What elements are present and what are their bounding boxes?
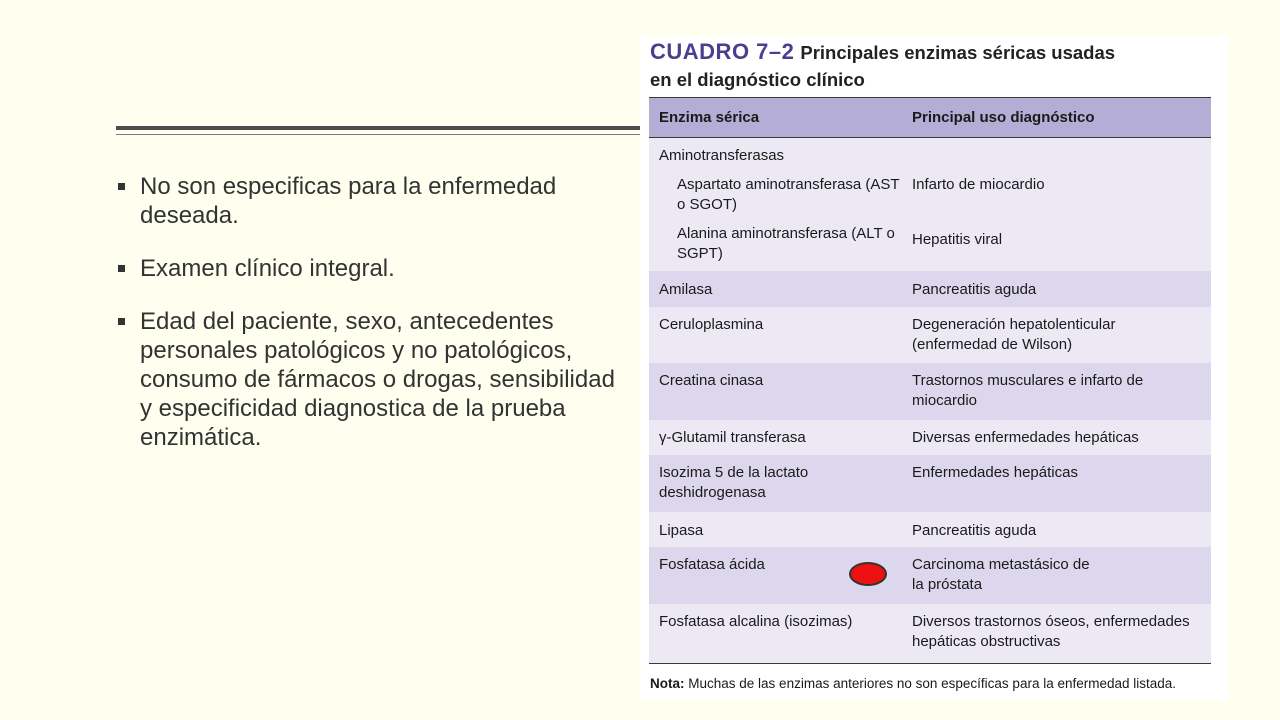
cell-use [911, 138, 1211, 271]
cell-use: Pancreatitis aguda [912, 522, 1037, 539]
table-note [650, 676, 1176, 691]
bullet-item [118, 307, 628, 452]
cell-enzyme: γ-Glutamil transferasa [659, 429, 806, 446]
cell-use: Enfermedades hepáticas [912, 464, 1078, 481]
column-header-use: Principal uso diagnóstico [912, 109, 1095, 126]
red-oval-marker [849, 562, 887, 586]
cell-enzyme: Fosfatasa ácida [659, 556, 765, 573]
figure-title-line1: Principales enzimas séricas usadas [800, 42, 1116, 63]
table-row [649, 420, 1211, 455]
note-label: Nota: [650, 676, 685, 691]
enzyme-table [649, 97, 1211, 664]
cell-enzyme-sub: Alanina aminotransferasa (ALT o SGPT) [677, 225, 895, 262]
title-rule-thick [116, 126, 646, 130]
enzyme-table-figure [640, 36, 1228, 700]
cell-enzyme [649, 138, 911, 271]
figure-code: CUADRO 7–2 [650, 39, 795, 64]
cell-use: Degeneración hepatolenticular (enfermedad de Wilson) [912, 316, 1116, 353]
cell-enzyme: Isozima 5 de la lactato deshidrogenasa [659, 464, 809, 501]
title-rule-thin [116, 134, 646, 135]
figure-title-line2: en el diagnóstico clínico [650, 69, 865, 90]
cell-enzyme: Lipasa [659, 522, 704, 539]
bullet-list [118, 172, 628, 476]
bullet-item [118, 172, 628, 230]
table-row [649, 271, 1211, 307]
cell-enzyme: Ceruloplasmina [659, 316, 764, 333]
figure-title [650, 38, 1210, 93]
cell-use: Diversos trastornos óseos, enfermedades hepáticas obstructivas [912, 613, 1190, 650]
cell-use: Diversas enfermedades hepáticas [912, 429, 1139, 446]
cell-use-sub: Hepatitis viral [912, 231, 1003, 248]
square-bullet-icon [118, 265, 125, 272]
table-row [649, 138, 1211, 271]
table-row [649, 512, 1211, 547]
group-label: Aminotransferasas [659, 147, 785, 164]
table-header [649, 98, 1211, 138]
table-row [649, 547, 1211, 604]
note-text: Muchas de las enzimas anteriores no son específicas para la enfermedad listada. [688, 676, 1177, 691]
cell-use: Trastornos musculares e infarto de miocardio [912, 372, 1144, 409]
bullet-text: Edad del paciente, sexo, antecedentes personales patológicos y no patológicos, consumo de fármacos o drogas, sensibilidad y especificidad diagnostica de la prueba enzimática. [140, 308, 615, 451]
table-row [649, 307, 1211, 363]
table-row [649, 363, 1211, 420]
cell-enzyme: Amilasa [659, 281, 713, 298]
cell-enzyme: Creatina cinasa [659, 372, 764, 389]
bullet-text: Examen clínico integral. [140, 255, 395, 282]
bullet-item [118, 254, 628, 283]
bullet-text: No son especificas para la enfermedad deseada. [140, 173, 557, 229]
column-header-enzyme: Enzima sérica [659, 109, 760, 126]
cell-use: Pancreatitis aguda [912, 281, 1037, 298]
square-bullet-icon [118, 183, 125, 190]
cell-use-sub: Infarto de miocardio [912, 176, 1045, 193]
cell-use: Carcinoma metastásico de la próstata [912, 556, 1090, 593]
table-row [649, 455, 1211, 512]
table-row [649, 604, 1211, 663]
square-bullet-icon [118, 318, 125, 325]
cell-enzyme: Fosfatasa alcalina (isozimas) [659, 613, 853, 630]
cell-enzyme-sub: Aspartato aminotransferasa (AST o SGOT) [677, 176, 900, 213]
